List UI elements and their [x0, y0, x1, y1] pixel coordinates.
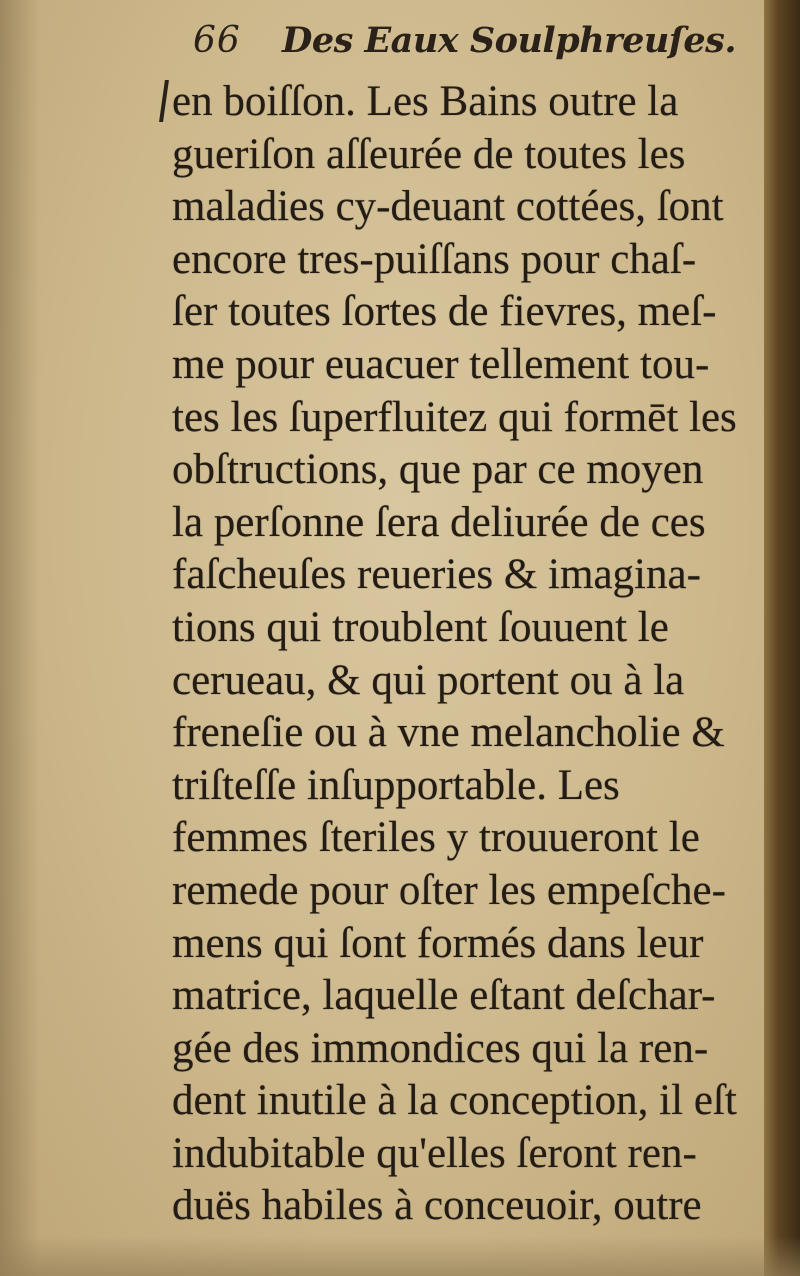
text-line: triſteſſe inſupportable. Les: [172, 761, 620, 809]
text-line: maladies cy-deuant cottées, ſont: [172, 183, 724, 231]
text-line: freneſie ou à vne melancholie &: [172, 709, 725, 757]
running-head: Des Eaux Soulphreuſes.: [282, 20, 737, 61]
text-line: obſtructions, que par ce moyen: [172, 446, 704, 494]
text-line: gée des immondices qui la ren-: [172, 1024, 709, 1072]
page-header: [0, 16, 780, 70]
text-line: dent inutile à la conception, il eſt: [172, 1077, 737, 1125]
text-line: indubitable qu'elles ſeront ren-: [172, 1129, 697, 1177]
text-line: ſer toutes ſortes de fievres, meſ-: [172, 288, 717, 336]
text-line: faſcheuſes reueries & imagina-: [172, 551, 701, 599]
text-line: gueriſon aſſeurée de toutes les: [172, 130, 686, 178]
page-number: 66: [193, 20, 241, 61]
text-line: en boiſſon. Les Bains outre la: [172, 78, 679, 125]
text-line: duës habiles à conceuoir, outre: [172, 1182, 702, 1230]
text-line: mens qui ſont formés dans leur: [172, 919, 704, 967]
body-text: [172, 76, 772, 1233]
text-line: cerueau, & qui portent ou à la: [172, 656, 685, 704]
text-line: tes les ſuperfluitez qui formēt les: [172, 393, 737, 441]
text-line: tions qui troublent ſouuent le: [172, 603, 669, 651]
text-line: me pour euacuer tellement tou-: [172, 340, 710, 388]
page-bottom-margin: [0, 1236, 800, 1276]
text-line: matrice, laquelle eſtant deſchar-: [172, 972, 716, 1020]
text-line: femmes ſteriles y trouueront le: [172, 814, 700, 862]
text-line: remede pour oſter les empeſche-: [172, 866, 726, 914]
text-line: encore tres-puiſſans pour chaſ-: [172, 235, 697, 283]
margin-marker: [159, 80, 169, 122]
text-line: la perſonne ſera deliurée de ces: [172, 498, 706, 546]
